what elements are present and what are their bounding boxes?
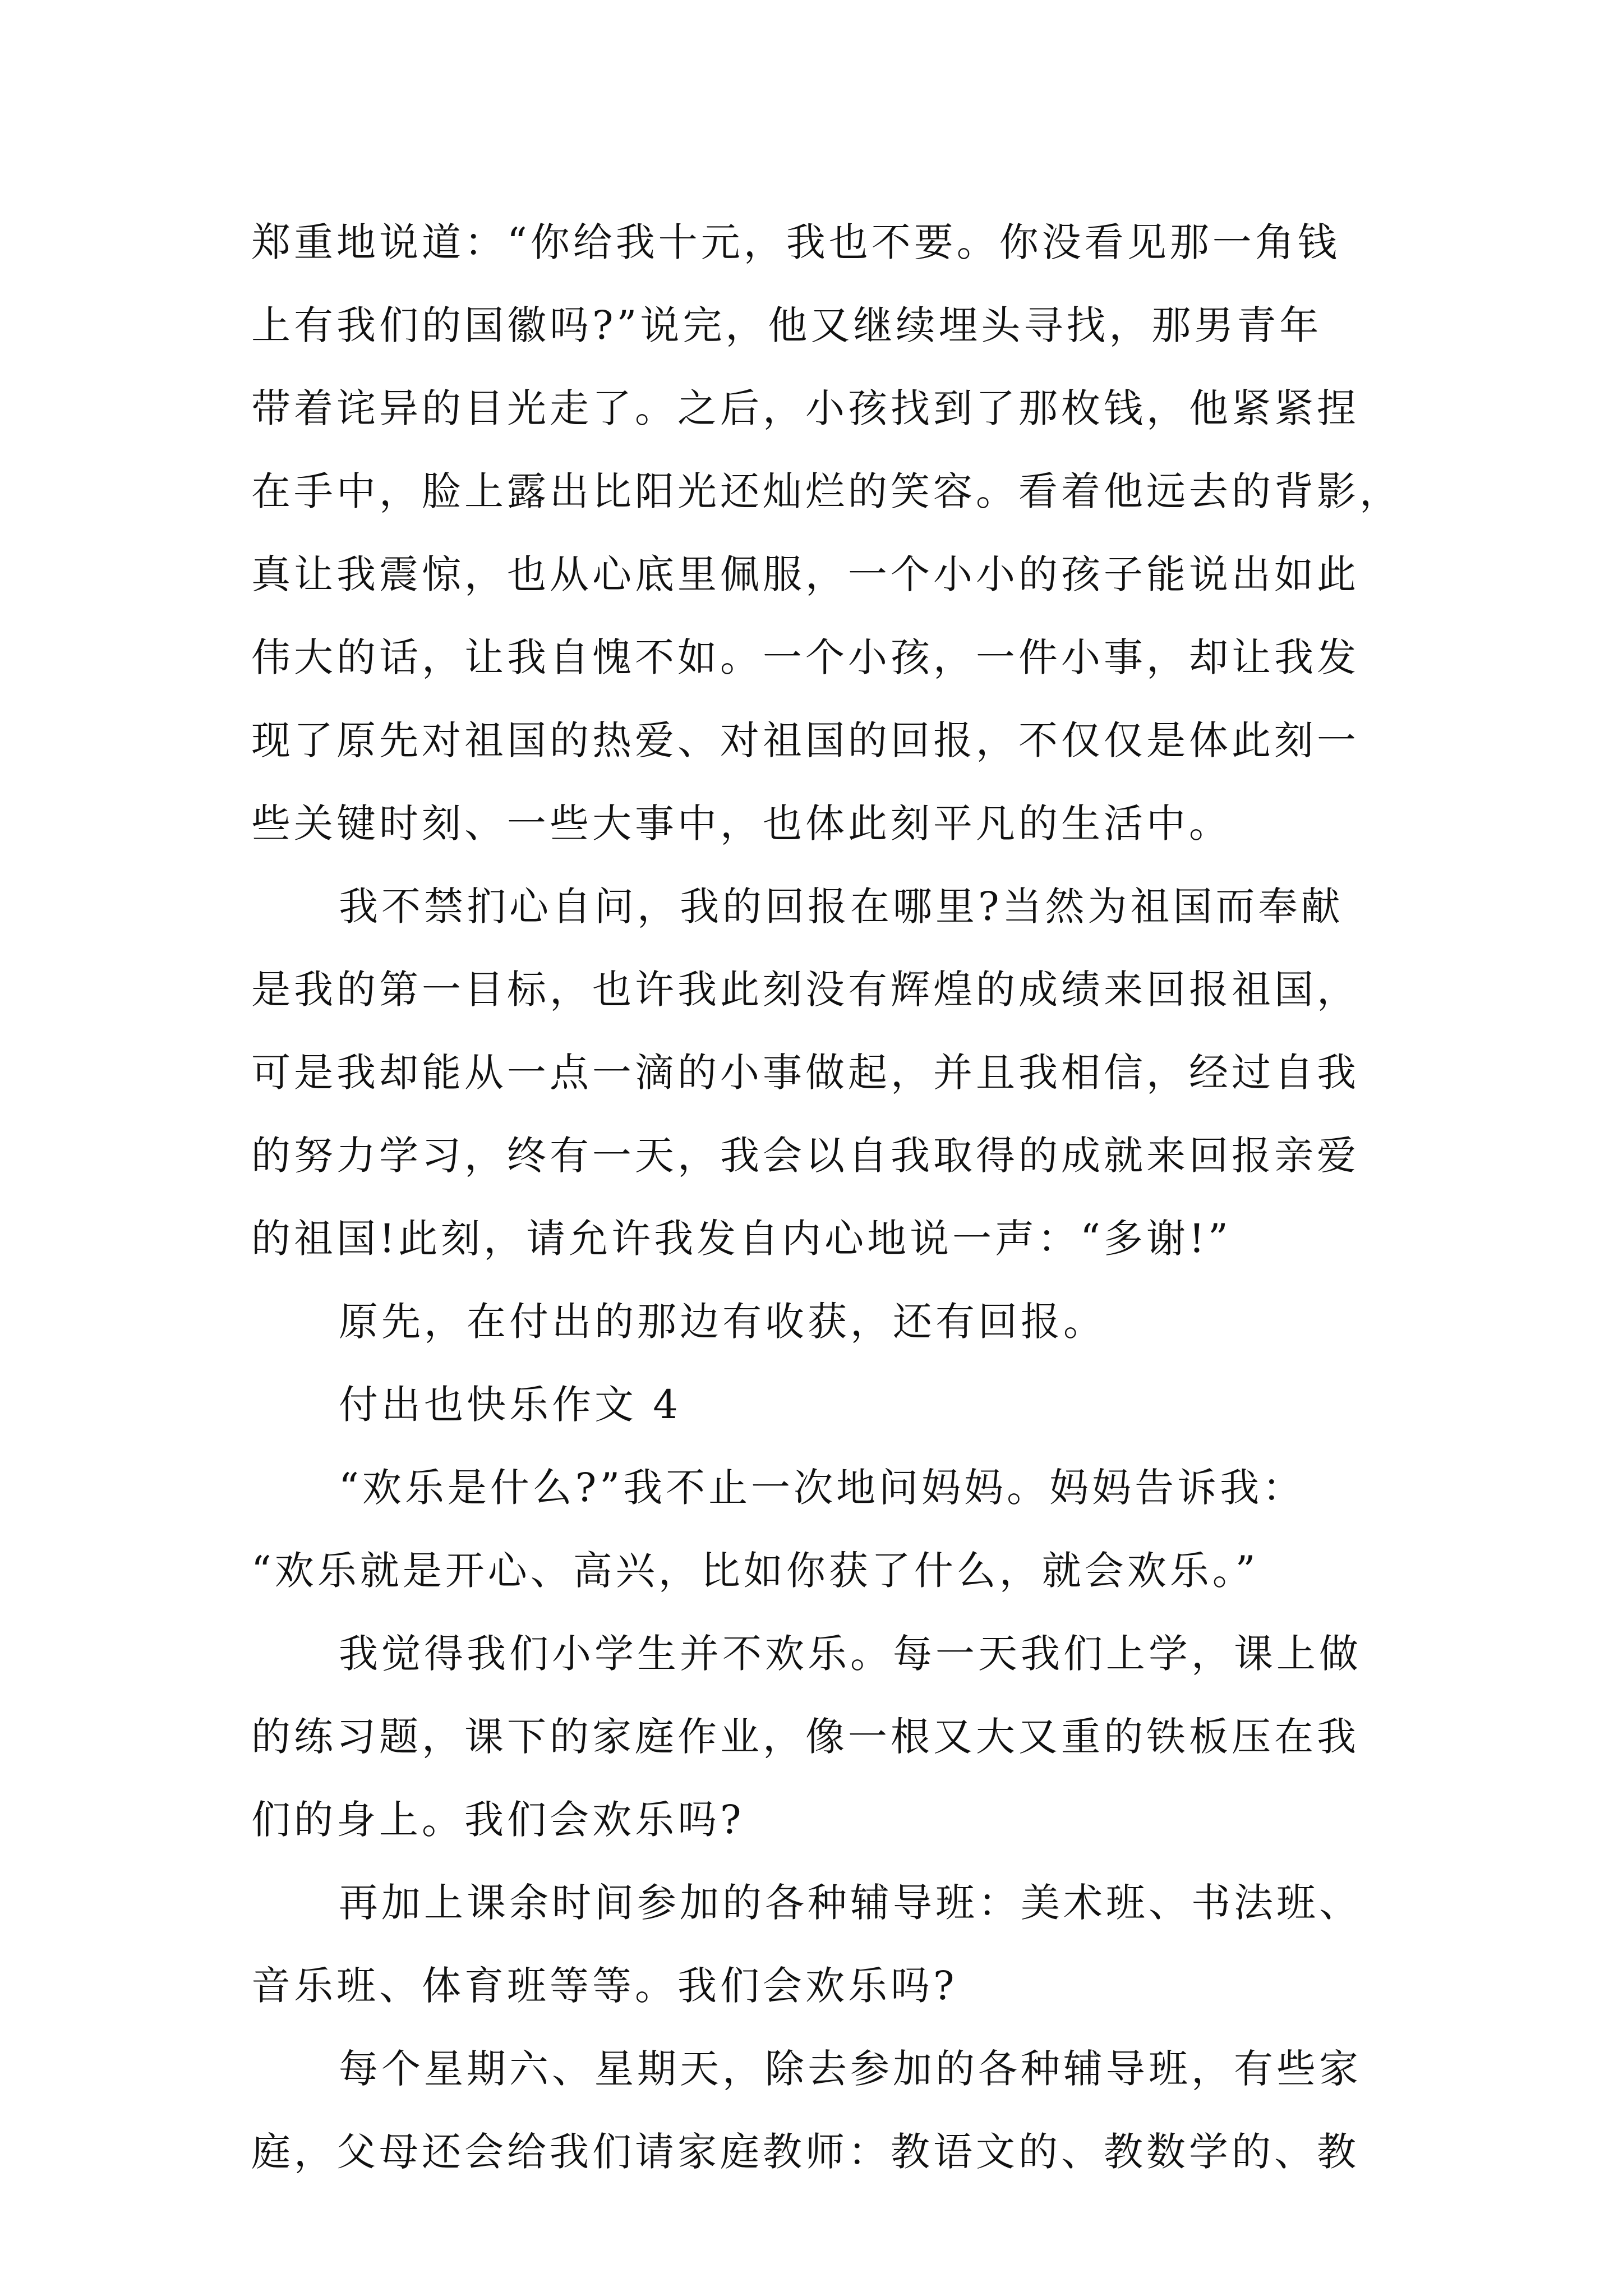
text-line: 些关键时刻、一些大事中，也体此刻平凡的生活中。 [251,800,1232,846]
paragraph-start-line: “欢乐是什么?”我不止一次地问妈妈。妈妈告诉我： [339,1465,1306,1511]
section-heading: 付出也快乐作文 4 [339,1382,681,1428]
text-line: 真让我震惊，也从心底里佩服，一个小小的孩子能说出如此 [251,551,1359,597]
text-line: “欢乐就是开心、高兴，比如你获了什么，就会欢乐。” [251,1548,1259,1594]
text-line: 带着诧异的目光走了。之后，小孩找到了那枚钱，他紧紧捏 [251,385,1359,431]
text-line: 可是我却能从一点一滴的小事做起，并且我相信，经过自我 [251,1050,1359,1096]
paragraph-start-line: 我不禁扪心自问，我的回报在哪里?当然为祖国而奉献 [339,884,1344,930]
text-line: 的练习题，课下的家庭作业，像一根又大又重的铁板压在我 [251,1714,1359,1760]
text-line: 音乐班、体育班等等。我们会欢乐吗? [251,1963,958,2009]
text-line: 现了原先对祖国的热爱、对祖国的回报，不仅仅是体此刻一 [251,717,1359,763]
document-body [251,201,1402,2193]
paragraph-start-line: 再加上课余时间参加的各种辅导班：美术班、书法班、 [339,1880,1362,1926]
text-line: 的努力学习，终有一天，我会以自我取得的成就来回报亲爱 [251,1133,1359,1179]
paragraph-start-line: 每个星期六、星期天，除去参加的各种辅导班，有些家 [339,2046,1362,2092]
text-line: 们的身上。我们会欢乐吗? [251,1797,745,1843]
text-line: 的祖国!此刻，请允许我发自内心地说一声：“多谢!” [251,1216,1232,1262]
text-line: 伟大的话，让我自愧不如。一个小孩，一件小事，却让我发 [251,634,1359,680]
text-line: 上有我们的国徽吗?”说完，他又继续埋头寻找，那男青年 [251,302,1322,348]
text-line: 庭，父母还会给我们请家庭教师：教语文的、教数学的、教 [251,2129,1359,2175]
paragraph-start-line: 我觉得我们小学生并不欢乐。每一天我们上学，课上做 [339,1631,1362,1677]
paragraph-start-line: 原先，在付出的那边有收获，还有回报。 [339,1299,1106,1345]
text-line: 是我的第一目标，也许我此刻没有辉煌的成绩来回报祖国， [251,967,1359,1013]
text-line: 在手中，脸上露出比阳光还灿烂的笑容。看着他远去的背影， [251,468,1402,514]
text-line: 郑重地说道：“你给我十元，我也不要。你没看见那一角钱 [251,219,1340,265]
